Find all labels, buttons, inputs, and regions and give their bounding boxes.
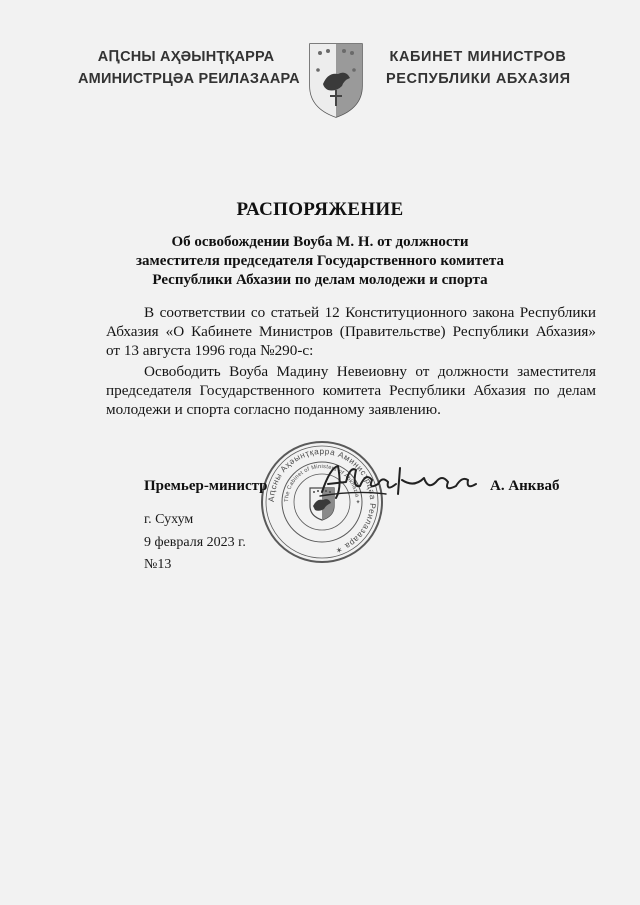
coat-of-arms-icon [306,40,366,120]
para2-line-1: Освободить Воуба Мадину Невеиовну от должности заместителя [144,363,596,380]
subject-line-2: заместителя председателя Государственного комитета [136,253,504,269]
handwritten-signature-icon [316,458,480,508]
para2-line-2: председателя Государственного комитета Республики Абхазия по делам [106,382,596,399]
document-title: РАСПОРЯЖЕНИЕ [236,199,404,220]
svg-text:The Cabinet of Ministers of Ab: The Cabinet of Ministers of Abkhazia ✶ [283,463,361,505]
svg-text:Аԥсны Аҳәынҭқарра Аминистрцәа: Аԥсны Аҳәынҭқарра Аминистрцәа Реилазаара ✶ [266,446,378,556]
paragraph-order [106,362,596,419]
issue-place: г. Сухум [144,512,194,527]
header-left-line-1: АԤСНЫ АҲӘЫНҬҚАРРА [97,49,275,65]
para1-line-1: В соответствии со статьей 12 Конституционного закона Республики [144,304,596,321]
signatory-name: А. Анкваб [490,478,560,494]
issue-date: 9 февраля 2023 г. [144,535,246,550]
header-right-line-2: РЕСПУБЛИКИ АБХАЗИЯ [386,71,571,87]
header-left-line-2: АМИНИСТРЦӘА РЕИЛАЗААРА [78,71,300,87]
header-right-line-1: КАБИНЕТ МИНИСТРОВ [389,49,567,65]
subject-line-3: Республики Абхазии по делам молодежи и спорта [152,272,488,288]
document-number: №13 [144,557,172,572]
signatory-position: Премьер-министр [144,478,268,494]
header-russian-title [386,46,570,90]
para1-line-3: от 13 августа 1996 года №290-с: [106,342,314,359]
para2-line-3: молодежи и спорта согласно поданному заявлению. [106,401,441,418]
header-abkhaz-title [78,46,300,90]
para1-line-2: Абхазия «О Кабинете Министров (Правительстве) Республики Абхазия» [106,323,596,340]
paragraph-legal-basis [106,303,596,360]
subject-line-1: Об освобождении Воуба М. Н. от должности [171,234,469,250]
document-subject [120,233,520,290]
